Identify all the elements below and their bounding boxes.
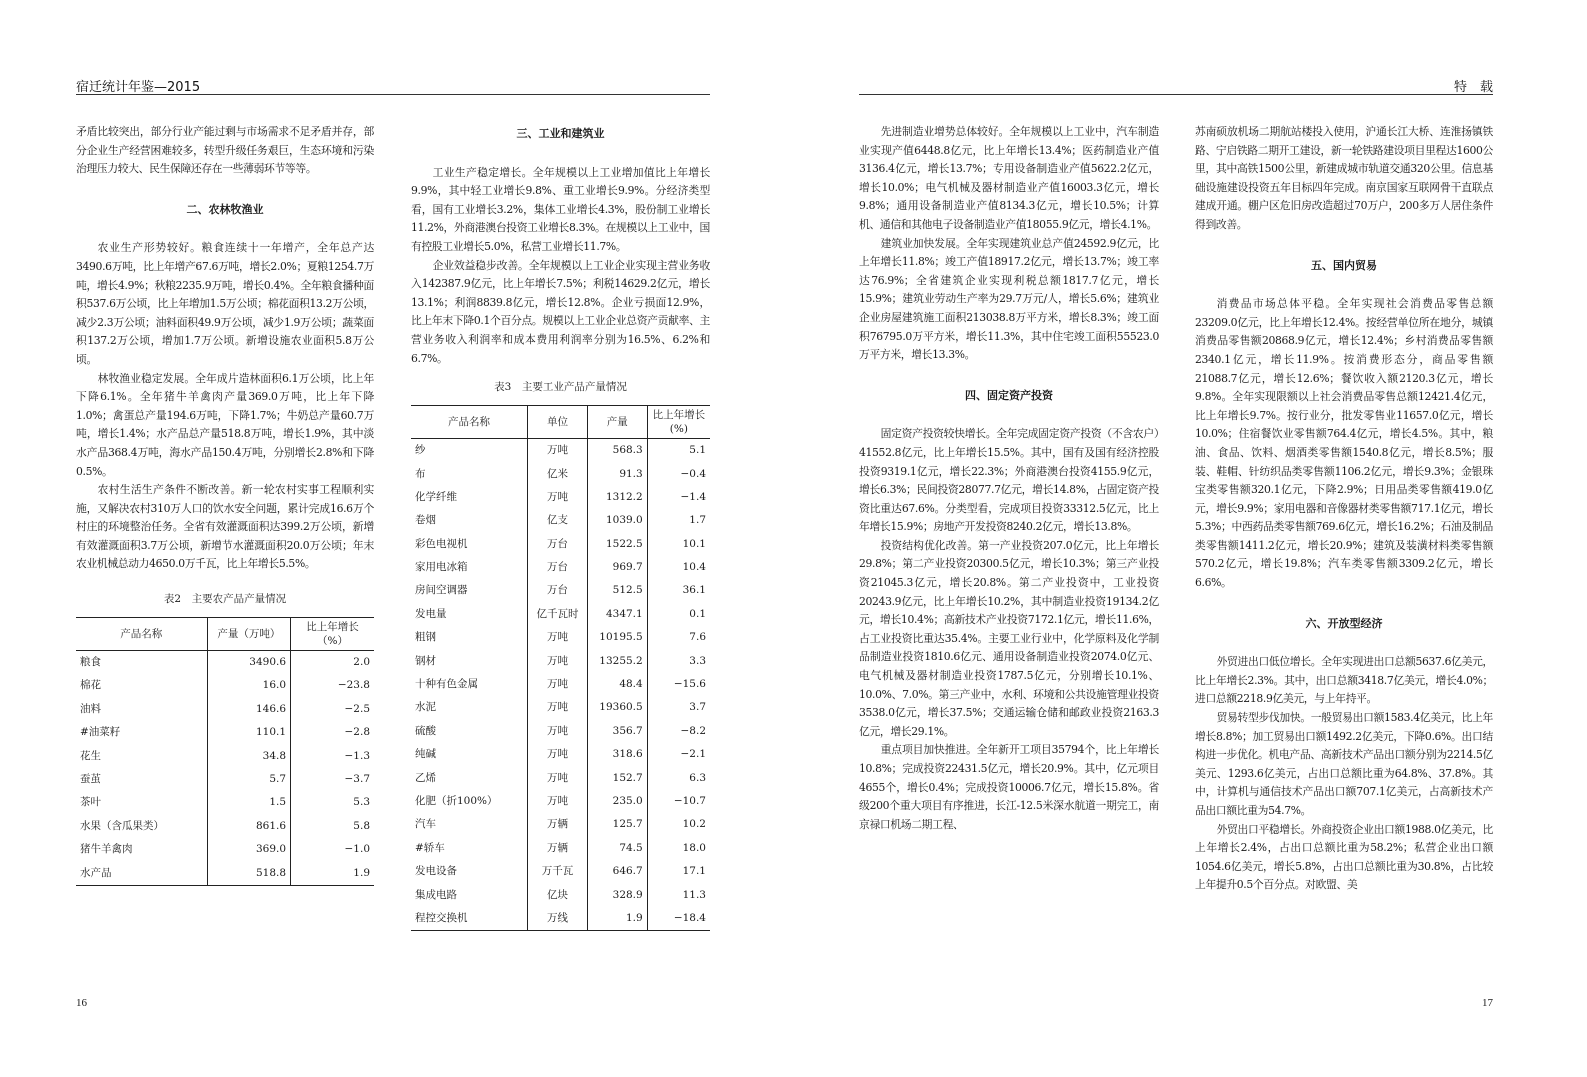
table-cell: 318.6	[587, 743, 647, 766]
table-cell: 水产品	[76, 861, 207, 885]
table-cell: 5.8	[291, 814, 374, 837]
table-row	[411, 509, 710, 532]
table-row	[76, 861, 374, 885]
table-cell: 万吨	[528, 790, 588, 813]
table-cell: 化学纤维	[415, 490, 457, 503]
table-cell: −3.7	[291, 768, 374, 791]
paragraph: 先进制造业增势总体较好。全年规模以上工业中，汽车制造业实现产值6448.8亿元，比上年增长13.4%；医药制造业产值3136.4亿元，增长13.7%；专用设备制造业产值5622.2亿元，增长10.0%；电气机械及器材制造业产值16003.3亿元，增长9.8%；通用设备制造业产值8134.3亿元，增长10.5%；计算机、通信和其他电子设备制造业产值18055.9亿元，增长4.1%。	[859, 125, 1159, 231]
section-heading: 六、开放型经济	[1305, 616, 1383, 630]
paragraph: 苏南硕放机场二期航站楼投入使用，沪通长江大桥、连淮扬镇铁路、宁启铁路二期开工建设，新一轮铁路建设项目里程达1600公里，其中高铁1500公里，新建成城市轨道交通320公里。信息基础设施建设投资五年目标四年完成。南京国家互联网骨干直联点建成开通。棚户区危旧房改造超过70万户，200多万人居住条件得到改善。	[1195, 125, 1493, 231]
table-cell: 518.8	[207, 861, 290, 885]
industrial-output-table	[411, 405, 710, 931]
table-cell: −0.4	[647, 462, 710, 485]
table-row	[411, 626, 710, 649]
table-cell: 油料	[80, 702, 101, 715]
table-row	[76, 697, 374, 720]
column-4	[1195, 123, 1493, 895]
table-cell: 猪牛羊禽肉	[80, 843, 133, 856]
table-cell: 1.9	[291, 861, 374, 885]
table-row	[76, 721, 374, 744]
column-1	[76, 123, 374, 886]
paragraph: 外贸进出口低位增长。全年实现进出口总额5637.6亿美元，比上年增长2.3%。其中，出口总额3418.7亿美元，增长4.0%；进口总额2218.9亿美元，与上年持平。	[1195, 655, 1493, 706]
table-cell: 3.7	[647, 696, 710, 719]
table-row	[76, 650, 374, 674]
table-cell: 集成电路	[415, 888, 457, 901]
table-cell: 969.7	[587, 556, 647, 579]
table-row	[411, 719, 710, 742]
table-cell: −1.4	[647, 486, 710, 509]
table-row	[411, 532, 710, 555]
table-cell: 亿块	[528, 883, 588, 906]
table-cell: 粗钢	[415, 631, 436, 644]
table-cell: 十种有色金属	[415, 678, 478, 691]
table-cell: 1.9	[587, 907, 647, 931]
header-rule-right	[859, 94, 1493, 95]
table-cell: 568.3	[587, 438, 647, 462]
table-cell: 家用电冰箱	[415, 561, 468, 574]
table-cell: 3.3	[647, 649, 710, 672]
table-caption: 表2 主要农产品产量情况	[163, 593, 287, 606]
table-cell: −15.6	[647, 673, 710, 696]
table-cell: 亿支	[528, 509, 588, 532]
column-header: 产量（万吨）	[207, 617, 290, 650]
table-cell: 万千瓦	[528, 860, 588, 883]
table-cell: 1312.2	[587, 486, 647, 509]
table-cell: −1.3	[291, 744, 374, 767]
column-3	[859, 123, 1159, 834]
column-header: 产量	[587, 405, 647, 438]
table-cell: 5.3	[291, 791, 374, 814]
table-cell: 硫酸	[415, 724, 436, 737]
paragraph: 消费品市场总体平稳。全年实现社会消费品零售总额23209.0亿元，比上年增长12.4%。按经营单位所在地分，城镇消费品零售额20868.9亿元，增长12.4%；乡村消费品零售额2340.1亿元，增长11.9%。按消费形态分，商品零售额21088.7亿元，增长12.6%；餐饮收入额2120.3亿元，增长9.8%。全年实现限额以上社会消费品零售总额12421.4亿元，比上年增长9.7%。按行业分，批发零售业11657.0亿元，增长10.0%；住宿餐饮业零售额764.4亿元，增长4.5%。其中，粮油、食品、饮料、烟酒类零售额1540.8亿元，增长8.5%；服装、鞋帽、针纺织品类零售额1106.2亿元，增长9.3%；金银珠宝类零售额320.1亿元，下降2.9%；日用品类零售额419.0亿元，增长9.9%；家用电器和音像器材类零售额717.1亿元，增长5.3%；中西药品类零售额769.6亿元，增长16.2%；石油及制品类零售额1411.2亿元，增长20.9%；建筑及装潢材料类零售额570.2亿元，增长19.8%；汽车类零售额3309.2亿元，增长6.6%。	[1195, 297, 1493, 590]
table-row	[411, 602, 710, 625]
table-cell: 18.0	[647, 836, 710, 859]
table-cell: 6.3	[647, 766, 710, 789]
table-cell: −2.1	[647, 743, 710, 766]
table-cell: 110.1	[207, 721, 290, 744]
table-row	[411, 860, 710, 883]
paragraph: 投资结构优化改善。第一产业投资207.0亿元，比上年增长29.8%；第二产业投资20300.5亿元，增长10.3%；第三产业投资21045.3亿元，增长20.8%。第二产业投资中，工业投资20243.9亿元，比上年增长10.2%，其中制造业投资19134.2亿元，增长10.4%；高新技术产业投资7172.1亿元，增长11.6%，占工业投资比重达35.4%。主要工业行业中，化学原料及化学制品制造业投资1810.6亿元、通用设备制造业投资2074.0亿元、电气机械及器材制造业投资1787.5亿元，分别增长10.1%、10.0%、7.0%。第三产业中，水利、环境和公共设施管理业投资3538.0亿元，增长37.5%；交通运输仓储和邮政业投资2163.3亿元，增长29.1%。	[859, 538, 1159, 738]
section-heading: 五、国内贸易	[1311, 258, 1377, 272]
table-cell: 10195.5	[587, 626, 647, 649]
table-row	[76, 791, 374, 814]
table-row	[76, 674, 374, 697]
paragraph: 固定资产投资较快增长。全年完成固定资产投资（不含农户）41552.8亿元，比上年增长15.5%。其中，国有及国有经济控股投资9319.1亿元，增长22.3%；外商港澳台投资4155.9亿元，增长6.3%；民间投资28077.7亿元，增长14.8%，占固定资产投资比重达67.6%。分类型看，完成项目投资33312.5亿元，比上年增长15.9%；房地产开发投资8240.2亿元，增长13.8%。	[859, 427, 1159, 534]
table-cell: 125.7	[587, 813, 647, 836]
table-row	[411, 486, 710, 509]
column-2	[411, 123, 710, 931]
paragraph: 建筑业加快发展。全年实现建筑业总产值24592.9亿元，比上年增长11.8%；竣工产值18917.2亿元，增长13.7%；竣工率达76.9%；全省建筑企业实现利税总额1817.7亿元，增长15.9%；建筑业劳动生产率为29.7万元/人，增长5.6%；建筑业企业房屋建筑施工面积213038.8万平方米，增长8.3%；竣工面积76795.0万平方米，增长11.3%，其中住宅竣工面积55523.0万平方米，增长13.3%。	[859, 236, 1159, 362]
table-cell: 万吨	[528, 696, 588, 719]
table-cell: −2.8	[291, 721, 374, 744]
table-cell: 1.5	[207, 791, 290, 814]
table-cell: 10.4	[647, 556, 710, 579]
table-cell: 发电量	[415, 607, 447, 620]
table-cell: 万吨	[528, 626, 588, 649]
running-head-left: 宿迁统计年鉴—2015	[76, 80, 201, 95]
page-number-left: 16	[76, 997, 87, 1009]
table-cell: 91.3	[587, 462, 647, 485]
table-cell: 水泥	[415, 701, 436, 714]
table-cell: 万辆	[528, 836, 588, 859]
table-cell: 74.5	[587, 836, 647, 859]
table-cell: 3490.6	[207, 650, 290, 674]
table-cell: 万吨	[528, 649, 588, 672]
table-row	[411, 836, 710, 859]
paragraph: 农村生活生产条件不断改善。新一轮农村实事工程顺利实施，又解决农村310万人口的饮水安全问题，累计完成16.6万个村庄的环境整治任务。全省有效灌溉面积达399.2万公顷，新增有效灌溉面积3.7万公顷，新增节水灌溉面积20.0万公顷；年末农业机械总动力4650.0万千瓦，比上年增长5.5%。	[76, 483, 374, 571]
table-row	[76, 768, 374, 791]
table-cell: 4347.1	[587, 602, 647, 625]
column-header: 单位	[528, 405, 588, 438]
table-cell: 1.7	[647, 509, 710, 532]
paragraph: 企业效益稳步改善。全年规模以上工业企业实现主营业务收入142387.9亿元，比上年增长7.5%；利税14629.2亿元，增长13.1%；利润8839.8亿元，增长12.8%。企业亏损面12.9%，比上年末下降0.1个百分点。规模以上工业企业总资产贡献率、主营业务收入利润率和成本费用利润率分别为16.5%、6.2%和6.7%。	[411, 258, 710, 365]
table-cell: 356.7	[587, 719, 647, 742]
table-row	[411, 696, 710, 719]
table-row	[411, 766, 710, 789]
table-cell: 万吨	[528, 486, 588, 509]
table-cell: 36.1	[647, 579, 710, 602]
table-cell: 蚕茧	[80, 773, 101, 785]
header-rule-left	[76, 94, 710, 95]
table-row	[411, 556, 710, 579]
running-head-right: 特 载	[1453, 80, 1493, 95]
table-cell: 369.0	[207, 838, 290, 861]
table-row	[76, 838, 374, 861]
table-cell: 7.6	[647, 626, 710, 649]
table-cell: 5.1	[647, 438, 710, 462]
table-cell: 亿米	[528, 462, 588, 485]
table-cell: 纱	[415, 444, 426, 457]
table-cell: 钢材	[415, 654, 436, 667]
table-cell: 0.1	[647, 602, 710, 625]
page-number-right: 17	[1482, 997, 1493, 1009]
column-header: 产品名称	[76, 617, 207, 650]
table-cell: #轿车	[415, 841, 445, 854]
paragraph: 林牧渔业稳定发展。全年成片造林面积6.1万公顷，比上年下降6.1%。全年猪牛羊禽肉产量369.0万吨，比上年下降1.0%；禽蛋总产量194.6万吨，下降1.7%；牛奶总产量60.7万吨，增长1.4%；水产品总产量518.8万吨，增长1.9%，其中淡水产品368.4万吨，海水产品150.4万吨，分别增长2.8%和下降0.5%。	[76, 371, 374, 478]
table-row	[411, 743, 710, 766]
table-cell: −23.8	[291, 674, 374, 697]
table-caption: 表3 主要工业产品产量情况	[494, 381, 627, 394]
column-header: 比上年增长（%）	[291, 617, 374, 650]
table-row	[76, 744, 374, 767]
table-cell: 卷烟	[415, 514, 436, 527]
table-cell: 10.1	[647, 532, 710, 555]
table-cell: 万吨	[528, 438, 588, 462]
paragraph: 贸易转型步伐加快。一般贸易出口额1583.4亿美元，比上年增长8.8%；加工贸易出口额1492.2亿美元，下降0.6%。出口结构进一步优化。机电产品、高新技术产品出口额分别为2214.5亿美元、1293.6亿美元，占出口总额比重为64.8%、37.8%。其中，计算机与通信技术产品出口额707.1亿美元，占高新技术产品出口额比重为54.7%。	[1195, 711, 1493, 817]
table-cell: 纯碱	[415, 748, 436, 761]
table-cell: 万台	[528, 579, 588, 602]
paragraph: 矛盾比较突出，部分行业产能过剩与市场需求不足矛盾并存，部分企业生产经营困难较多，转型升级任务艰巨，生态环境和污染治理压力较大、民生保障还存在一些薄弱环节等等。	[76, 125, 374, 176]
table-cell: 16.0	[207, 674, 290, 697]
table-cell: 5.7	[207, 768, 290, 791]
table-cell: 万吨	[528, 766, 588, 789]
column-header: 产品名称	[411, 405, 528, 438]
table-row	[411, 907, 710, 931]
table-cell: 程控交换机	[411, 907, 528, 931]
table-cell: 万台	[528, 556, 588, 579]
table-row	[411, 649, 710, 672]
table-cell: 棉花	[80, 679, 101, 692]
section-heading: 三、工业和建筑业	[516, 127, 605, 140]
section-heading: 四、固定资产投资	[965, 388, 1053, 402]
table-row	[411, 438, 710, 462]
paragraph: 工业生产稳定增长。全年规模以上工业增加值比上年增长9.9%，其中轻工业增长9.8%、重工业增长9.9%。分经济类型看，国有工业增长3.2%，集体工业增长4.3%，股份制工业增长11.2%，外商港澳台投资工业增长8.3%。在规模以上工业中，国有控股工业增长5.0%，私营工业增长11.7%。	[411, 165, 710, 253]
table-cell: 万吨	[528, 673, 588, 696]
table-cell: 水果（含瓜果类）	[80, 819, 164, 832]
right-page	[830, 0, 1587, 1077]
table-cell: 34.8	[207, 744, 290, 767]
table-cell: 861.6	[207, 814, 290, 837]
table-cell: 2.0	[291, 650, 374, 674]
table-cell: −18.4	[647, 907, 710, 931]
table-cell: 万吨	[528, 743, 588, 766]
table-cell: 万台	[528, 532, 588, 555]
table-cell: 发电设备	[415, 865, 457, 878]
table-cell: 235.0	[587, 790, 647, 813]
table-cell: 万吨	[528, 719, 588, 742]
table-cell: 万辆	[528, 813, 588, 836]
table-cell: 10.2	[647, 813, 710, 836]
table-cell: #油菜籽	[80, 726, 121, 739]
table-cell: 亿千瓦时	[528, 602, 588, 625]
table-cell: 152.7	[587, 766, 647, 789]
left-page	[0, 0, 760, 1077]
table-cell: 1039.0	[587, 509, 647, 532]
table-row	[411, 673, 710, 696]
table-cell: 146.6	[207, 697, 290, 720]
table-cell: 48.4	[587, 673, 647, 696]
table-row	[411, 462, 710, 485]
paragraph: 农业生产形势较好。粮食连续十一年增产，全年总产达3490.6万吨，比上年增产67.6万吨，增长2.0%；夏粮1254.7万吨，增长4.9%；秋粮2235.9万吨，增长0.4%。全年粮食播种面积537.6万公顷，比上年增加1.5万公顷；棉花面积13.2万公顷，减少2.3万公顷；油料面积49.9万公顷，减少1.9万公顷；蔬菜面积137.2万公顷，增加1.7万公顷。新增设施农业面积5.8万公顷。	[76, 241, 374, 366]
table-cell: −2.5	[291, 697, 374, 720]
table-cell: 花生	[80, 749, 101, 762]
table-cell: 13255.2	[587, 649, 647, 672]
table-cell: 粮食	[80, 656, 101, 669]
table-row	[411, 883, 710, 906]
table-cell: 彩色电视机	[415, 537, 468, 550]
paragraph: 外贸出口平稳增长。外商投资企业出口额1988.0亿美元，比上年增长2.4%，占出口总额比重为58.2%；私营企业出口额1054.6亿美元，增长5.8%，占出口总额比重为30.8%，占比较上年提升0.5个百分点。对欧盟、美	[1195, 822, 1493, 892]
section-heading: 二、农林牧渔业	[186, 202, 264, 216]
table-cell: −10.7	[647, 790, 710, 813]
table-cell: 化肥（折100%）	[415, 794, 498, 807]
table-row	[411, 790, 710, 813]
table-cell: 乙烯	[415, 771, 436, 784]
table-cell: 646.7	[587, 860, 647, 883]
table-cell: 布	[415, 467, 426, 480]
table-cell: 17.1	[647, 860, 710, 883]
agri-output-table	[76, 617, 374, 886]
table-cell: 房间空调器	[415, 584, 468, 597]
table-cell: 茶叶	[80, 796, 101, 809]
table-cell: 万线	[528, 907, 588, 931]
table-cell: −8.2	[647, 719, 710, 742]
table-cell: 328.9	[587, 883, 647, 906]
table-cell: 19360.5	[587, 696, 647, 719]
table-cell: −1.0	[291, 838, 374, 861]
table-cell: 512.5	[587, 579, 647, 602]
column-header: 比上年增长(%)	[647, 405, 710, 438]
table-cell: 11.3	[647, 883, 710, 906]
table-cell: 汽车	[415, 818, 436, 831]
table-cell: 1522.5	[587, 532, 647, 555]
paragraph: 重点项目加快推进。全年新开工项目35794个，比上年增长10.8%；完成投资22431.5亿元，增长20.9%。其中，亿元项目4655个，增长0.4%；完成投资10006.7亿元，增长15.8%。省级200个重大项目有序推进，长江-12.5米深水航道一期完工，南京禄口机场二期工程、	[859, 743, 1159, 831]
table-row	[411, 579, 710, 602]
table-row	[411, 813, 710, 836]
table-row	[76, 814, 374, 837]
